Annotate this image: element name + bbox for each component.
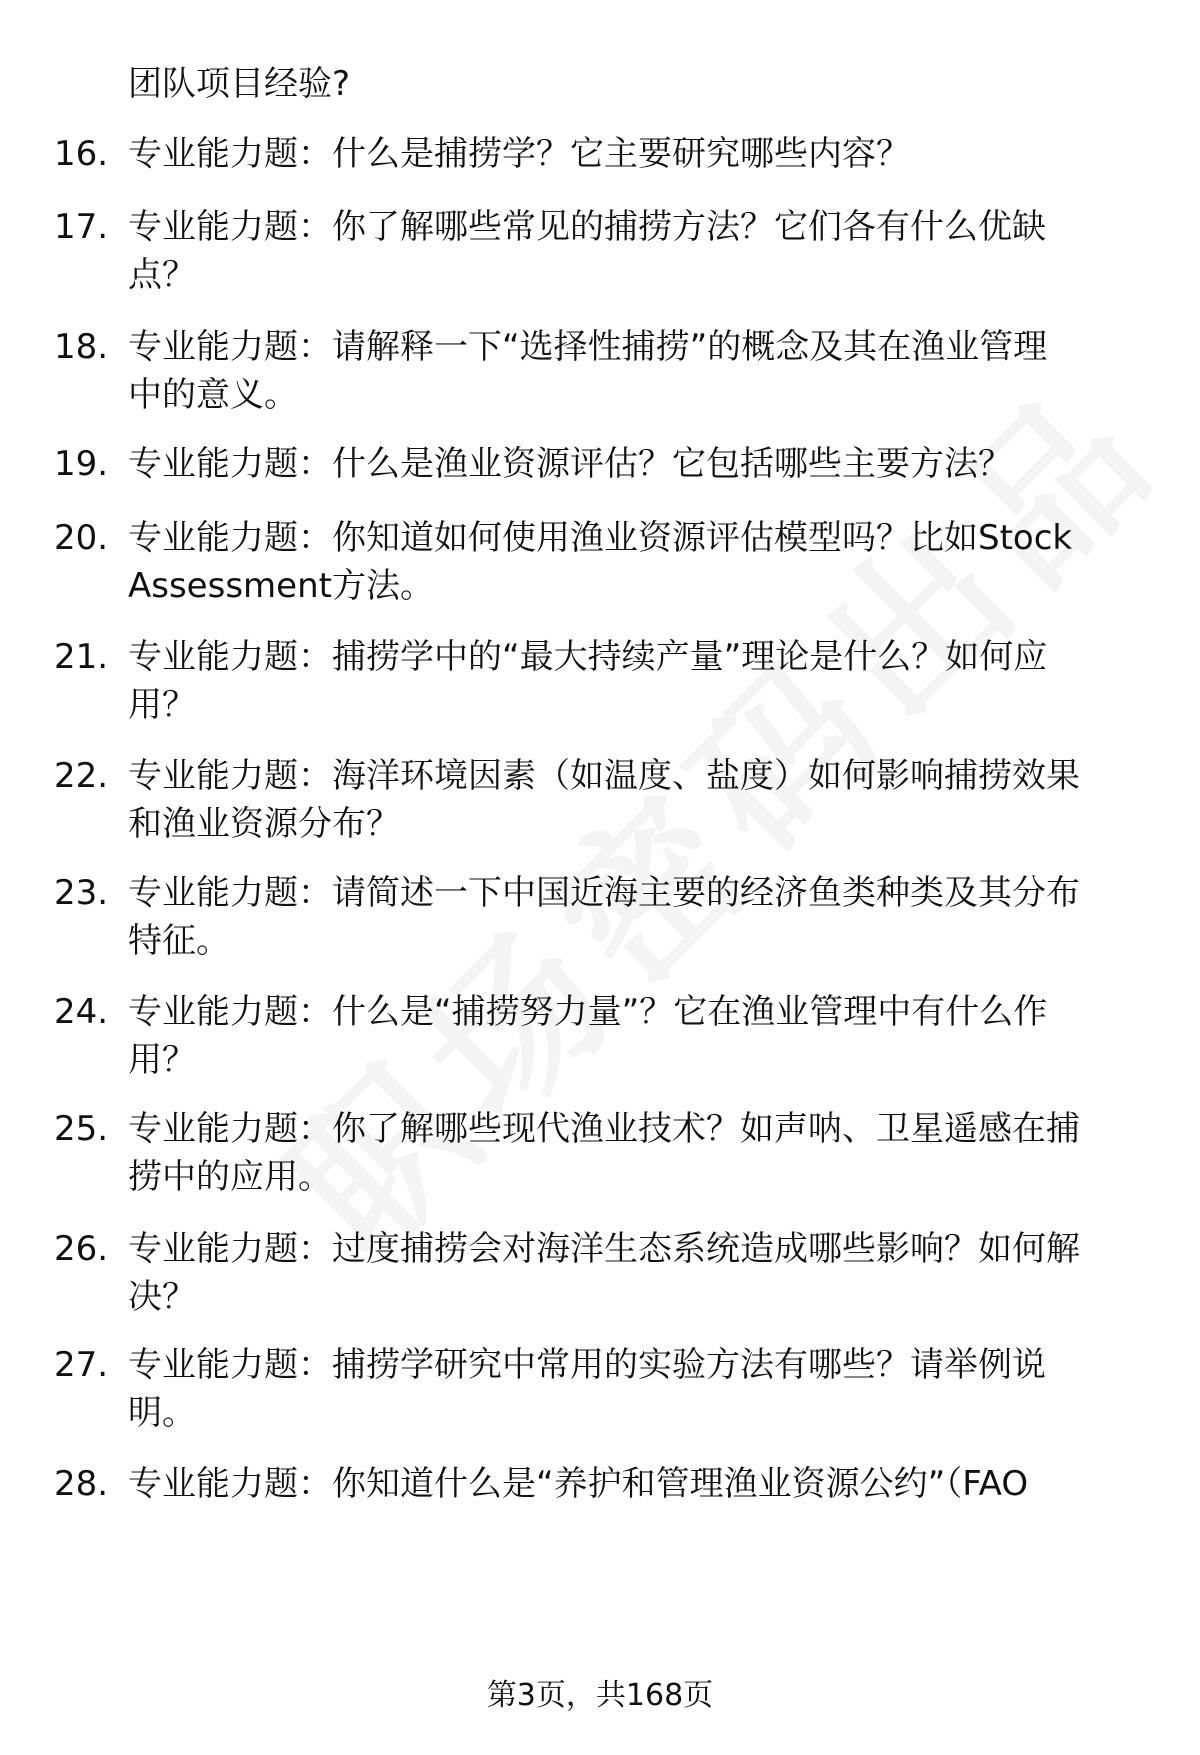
question-text: 专业能力题：你了解哪些常见的捕捞方法？它们各有什么优缺 点？ (128, 207, 1046, 295)
question-number: 23. (54, 873, 109, 913)
question-number: 27. (54, 1345, 109, 1385)
question-text: 专业能力题：过度捕捞会对海洋生态系统造成哪些影响？如何解 决？ (128, 1229, 1080, 1317)
question-text: 专业能力题：请简述一下中国近海主要的经济鱼类种类及其分布 特征。 (128, 873, 1080, 961)
question-number: 16. (54, 134, 109, 174)
question-text: 专业能力题：请解释一下“选择性捕捞”的概念及其在渔业管理 中的意义。 (128, 327, 1048, 415)
question-number: 20. (54, 518, 109, 558)
question-number: 17. (54, 207, 109, 247)
question-number: 19. (54, 444, 109, 484)
question-number: 18. (54, 327, 109, 367)
question-text: 专业能力题：你了解哪些现代渔业技术？如声呐、卫星遥感在捕 捞中的应用。 (128, 1109, 1080, 1197)
question-text: 专业能力题：你知道什么是“养护和管理渔业资源公约”（FAO (128, 1464, 1029, 1504)
question-number: 26. (54, 1229, 109, 1269)
question-number: 25. (54, 1109, 109, 1149)
question-text: 专业能力题：捕捞学研究中常用的实验方法有哪些？请举例说 明。 (128, 1345, 1046, 1433)
question-number: 22. (54, 756, 109, 796)
previous-question-continuation: 团队项目经验? (128, 64, 351, 104)
question-number: 28. (54, 1464, 109, 1504)
question-text: 专业能力题：什么是捕捞学？它主要研究哪些内容？ (128, 134, 910, 174)
question-text: 专业能力题：什么是“捕捞努力量”？它在渔业管理中有什么作 用？ (128, 992, 1048, 1080)
question-text: 专业能力题：捕捞学中的“最大持续产量”理论是什么？如何应 用？ (128, 637, 1048, 725)
page-footer: 第3页，共168页 (486, 1678, 714, 1713)
question-number: 24. (54, 992, 109, 1032)
question-number: 21. (54, 637, 109, 677)
question-text: 专业能力题：什么是渔业资源评估？它包括哪些主要方法？ (128, 444, 1012, 484)
question-text: 专业能力题：海洋环境因素（如温度、盐度）如何影响捕捞效果 和渔业资源分布？ (128, 756, 1080, 844)
question-text: 专业能力题：你知道如何使用渔业资源评估模型吗？比如Stock Assessment方法。 (128, 518, 1073, 606)
